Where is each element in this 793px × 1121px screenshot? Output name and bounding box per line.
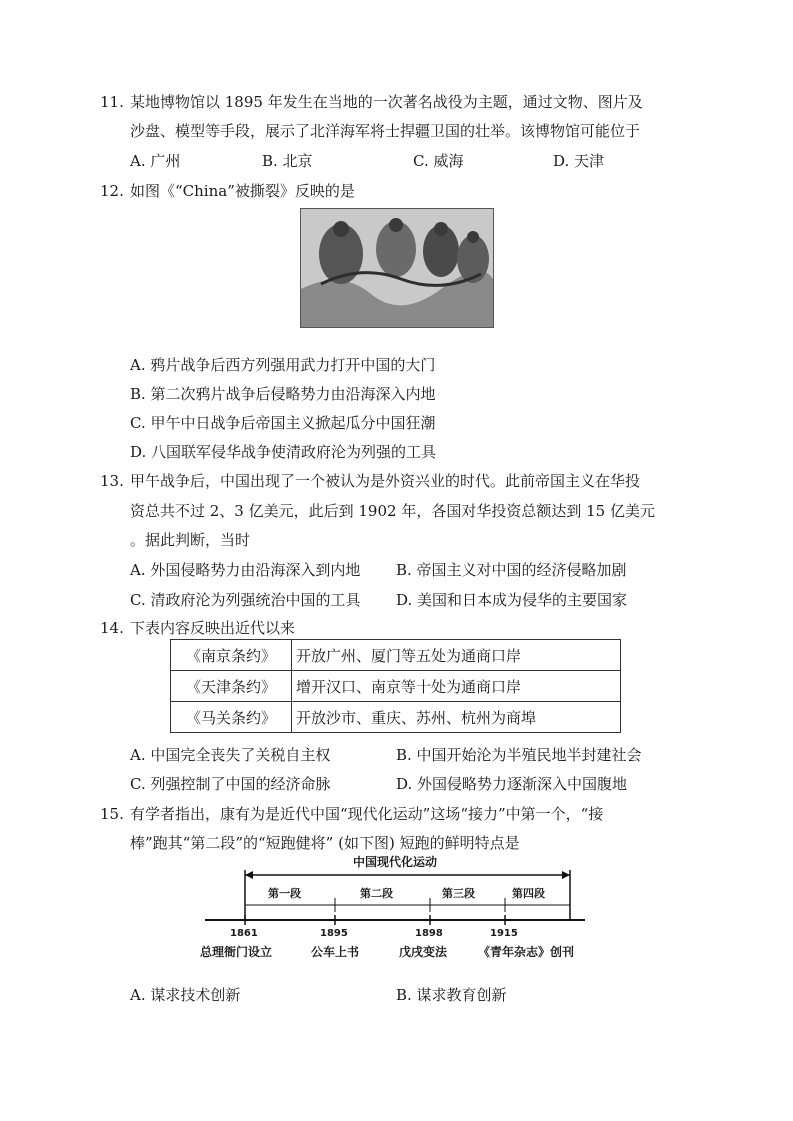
q11-option-c: C. 威海 — [413, 152, 464, 170]
treaty-content: 开放沙市、重庆、苏州、杭州为商埠 — [292, 702, 621, 733]
table-row — [171, 671, 621, 702]
q14-option-d: D. 外国侵略势力逐渐深入中国腹地 — [396, 775, 628, 793]
q11-number: 11. — [100, 93, 124, 111]
q11-stem-line2: 沙盘、模型等手段，展示了北洋海军将士捍疆卫国的壮举。该博物馆可能位于 — [130, 122, 641, 140]
treaty-name: 《天津条约》 — [171, 671, 292, 702]
q15-number: 15. — [100, 805, 124, 823]
q13-number: 13. — [100, 472, 124, 490]
q14-option-a: A. 中国完全丧失了关税自主权 — [130, 746, 331, 764]
timeline-event-2: 公车上书 — [311, 945, 360, 959]
q11-option-a: A. 广州 — [130, 152, 181, 170]
q12-option-d: D. 八国联军侵华战争使清政府沦为列强的工具 — [130, 443, 437, 461]
treaty-content: 增开汉口、南京等十处为通商口岸 — [292, 671, 621, 702]
timeline-title: 中国现代化运动 — [352, 855, 437, 869]
table-row — [171, 702, 621, 733]
q13-option-b: B. 帝国主义对中国的经济侵略加剧 — [396, 561, 627, 579]
q13-option-a: A. 外国侵略势力由沿海深入到内地 — [130, 561, 361, 579]
q13-option-c: C. 清政府沦为列强统治中国的工具 — [130, 591, 361, 609]
timeline-event-1: 总理衙门设立 — [200, 945, 273, 959]
cartoon-illustration-icon — [301, 209, 493, 327]
treaty-content: 开放广州、厦门等五处为通商口岸 — [292, 640, 621, 671]
treaty-name: 《马关条约》 — [171, 702, 292, 733]
timeline-segment-4: 第四段 — [512, 887, 545, 900]
q14-option-c: C. 列强控制了中国的经济命脉 — [130, 775, 331, 793]
timeline-year-1895: 1895 — [320, 928, 348, 939]
q14-number: 14. — [100, 619, 124, 637]
timeline-event-4: 《青年杂志》创刊 — [478, 945, 575, 959]
q12-option-b: B. 第二次鸦片战争后侵略势力由沿海深入内地 — [130, 385, 436, 403]
q12-number: 12. — [100, 182, 124, 200]
q12-stem: 如图《“China”被撕裂》反映的是 — [130, 182, 355, 200]
q13-stem-line3: 。据此判断，当时 — [130, 531, 251, 549]
q15-stem-line2: 棒”跑其“第二段”的“短跑健将” (如下图) 短跑的鲜明特点是 — [130, 834, 520, 852]
q14-stem: 下表内容反映出近代以来 — [130, 619, 296, 637]
q15-option-b: B. 谋求教育创新 — [396, 986, 507, 1004]
q15-stem-line1: 有学者指出，康有为是近代中国“现代化运动”这场“接力”中第一个，“接 — [130, 805, 604, 823]
timeline-year-1898: 1898 — [415, 928, 443, 939]
q13-option-d: D. 美国和日本成为侵华的主要国家 — [396, 591, 628, 609]
q15-option-a: A. 谋求技术创新 — [130, 986, 241, 1004]
q11-option-b: B. 北京 — [262, 152, 313, 170]
treaty-name: 《南京条约》 — [171, 640, 292, 671]
table-row — [171, 640, 621, 671]
treaty-table — [170, 639, 621, 733]
q11-option-d: D. 天津 — [553, 152, 605, 170]
q13-stem-line2: 资总共不过 2、3 亿美元，此后到 1902 年，各国对华投资总额达到 15 亿美元 — [130, 502, 655, 520]
q13-stem-line1: 甲午战争后，中国出现了一个被认为是外资兴业的时代。此前帝国主义在华投 — [130, 472, 641, 490]
timeline-year-1861: 1861 — [230, 928, 258, 939]
q11-stem-line1: 某地博物馆以 1895 年发生在当地的一次著名战役为主题，通过文物、图片及 — [130, 93, 643, 111]
q12-option-c: C. 甲午中日战争后帝国主义掀起瓜分中国狂潮 — [130, 414, 436, 432]
timeline-year-1915: 1915 — [490, 928, 518, 939]
modernization-timeline — [200, 850, 590, 960]
q14-option-b: B. 中国开始沦为半殖民地半封建社会 — [396, 746, 642, 764]
q12-option-a: A. 鸦片战争后西方列强用武力打开中国的大门 — [130, 356, 436, 374]
china-torn-cartoon — [300, 208, 494, 328]
timeline-segment-3: 第三段 — [442, 887, 475, 900]
timeline-event-3: 戊戌变法 — [399, 945, 448, 959]
timeline-segment-1: 第一段 — [268, 887, 301, 900]
timeline-segment-2: 第二段 — [360, 887, 393, 900]
